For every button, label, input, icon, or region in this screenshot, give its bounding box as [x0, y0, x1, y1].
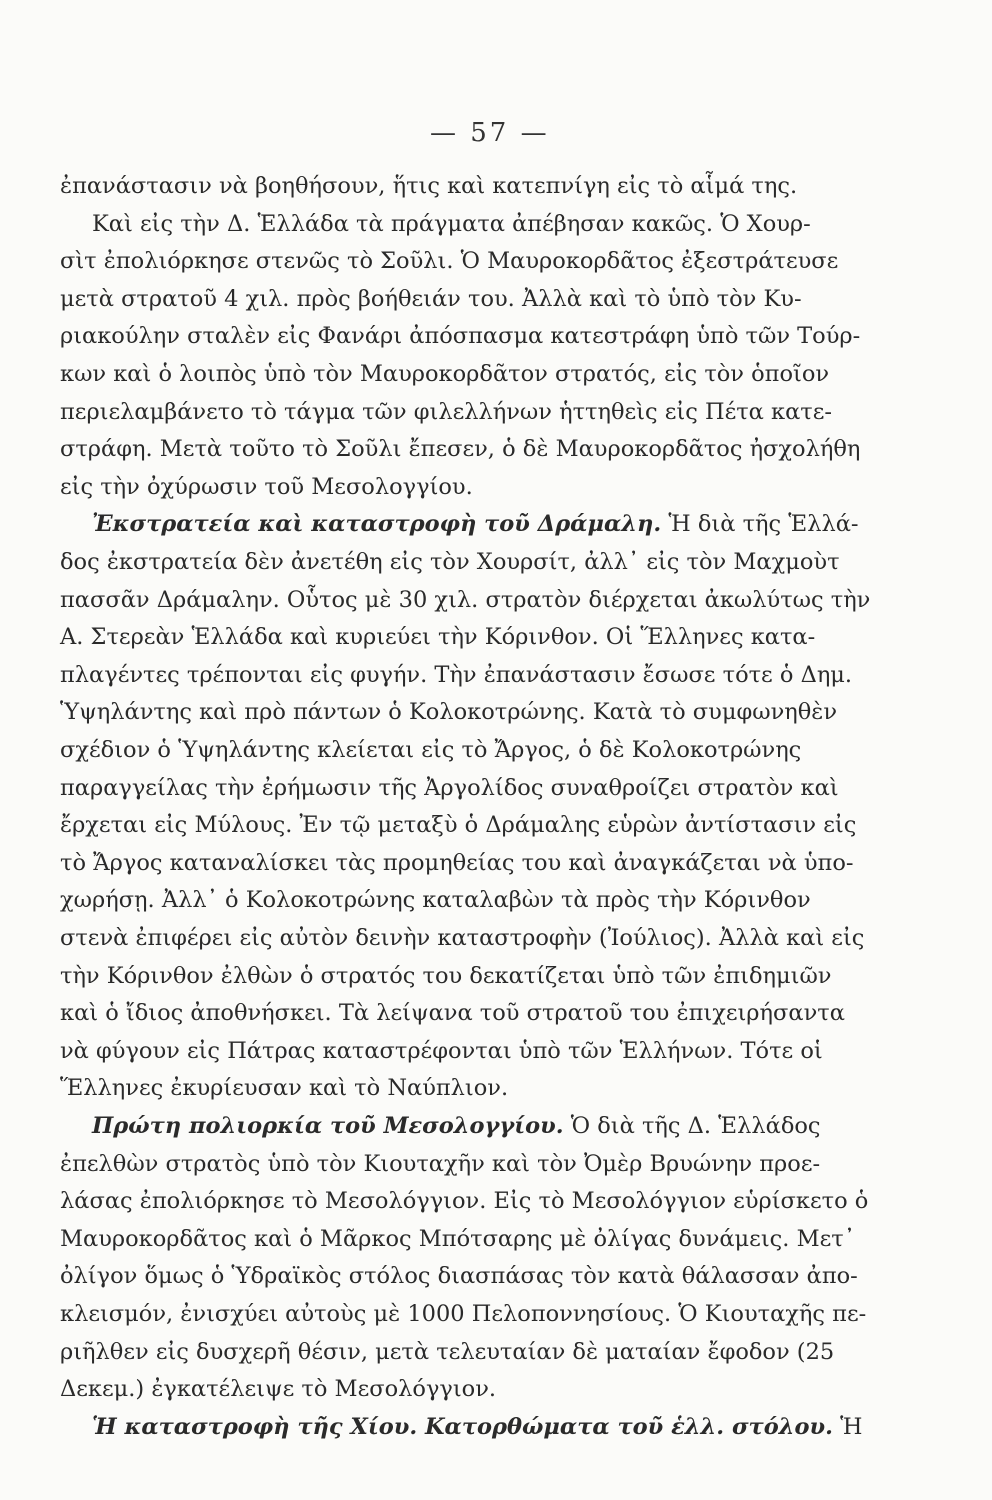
line-text: ἐπελθὼν στρατὸς ὑπὸ τὸν Κιουταχῆν καὶ τὸν Ὀμὲρ Βρυώνην προε-: [60, 1150, 821, 1177]
line-text: Ὁ διὰ τῆς Δ. Ἑλλάδος: [563, 1113, 821, 1139]
line-text: πλαγέντες τρέπονται εἰς φυγήν. Τὴν ἐπανάστασιν ἔσωσε τότε ὁ Δημ.: [60, 661, 853, 688]
text-line: [60, 922, 870, 954]
text-line: [60, 1148, 870, 1180]
text-line: [60, 809, 870, 841]
text-line: [60, 320, 870, 352]
line-text: ριῆλθεν εἰς δυσχερῆ θέσιν, μετὰ τελευταίαν δὲ ματαίαν ἔφοδον (25: [60, 1338, 835, 1365]
line-text: Ἡ διὰ τῆς Ἑλλά-: [661, 511, 859, 538]
heading-line: [92, 1110, 870, 1142]
line-text: ἐπανάστασιν νὰ βοηθήσουν, ἥτις καὶ κατεπνίγη εἰς τὸ αἷμά της.: [60, 173, 798, 199]
text-line: [60, 471, 870, 503]
line-text: καὶ ὁ ἴδιος ἀποθνήσκει. Τὰ λείψανα τοῦ στρατοῦ του ἐπιχειρήσαντα: [60, 1000, 845, 1027]
text-line: [60, 584, 870, 616]
line-text: στράφη. Μετὰ τοῦτο τὸ Σοῦλι ἔπεσεν, ὁ δὲ Μαυροκορδᾶτος ἠσχολήθη: [60, 436, 861, 463]
page-number: — 57 —: [430, 118, 550, 148]
text-line: [60, 1223, 870, 1255]
line-text: σχέδιον ὁ Ὑψηλάντης κλείεται εἰς τὸ Ἄργος, ὁ δὲ Κολοκοτρώνης: [60, 737, 802, 763]
line-text: εἰς τὴν ὀχύρωσιν τοῦ Μεσολογγίου.: [60, 473, 473, 500]
text-line: [60, 1185, 870, 1217]
line-text: δος ἐκστρατεία δὲν ἀνετέθη εἰς τὸν Χουρσίτ, ἀλλ᾽ εἰς τὸν Μαχμοὺτ: [60, 549, 840, 575]
text-line: [60, 1035, 870, 1067]
line-text: σὶτ ἐπολιόρκησε στενῶς τὸ Σοῦλι. Ὁ Μαυροκορδᾶτος ἐξεστράτευσε: [60, 248, 839, 275]
text-line: [60, 960, 870, 992]
line-text: περιελαμβάνετο τὸ τάγμα τῶν φιλελλήνων ἡττηθεὶς εἰς Πέτα κατε-: [60, 398, 832, 425]
text-line: [60, 358, 870, 390]
heading-line: [92, 1411, 870, 1443]
line-text: κων καὶ ὁ λοιπὸς ὑπὸ τὸν Μαυροκορδᾶτον στρατός, εἰς τὸν ὁποῖον: [60, 361, 830, 387]
line-text: πασσᾶν Δράμαλην. Οὗτος μὲ 30 χιλ. στρατὸν διέρχεται ἀκωλύτως τὴν: [60, 586, 871, 613]
line-text: ἔρχεται εἰς Μύλους. Ἐν τῷ μεταξὺ ὁ Δράμαλης εὑρὼν ἀντίστασιν εἰς: [60, 812, 857, 839]
line-text: παραγγείλας τὴν ἐρήμωσιν τῆς Ἀργολίδος συναθροίζει στρατὸν καὶ: [60, 774, 839, 801]
line-text: Ὑψηλάντης καὶ πρὸ πάντων ὁ Κολοκοτρώνης. Κατὰ τὸ συμφωνηθὲν: [60, 699, 838, 726]
section-heading: Πρώτη πολιορκία τοῦ Μεσολογγίου.: [92, 1113, 564, 1139]
text-line: [60, 1373, 870, 1405]
line-text: χωρήσῃ. Ἀλλ᾽ ὁ Κολοκοτρώνης καταλαβὼν τὰ πρὸς τὴν Κόρινθον: [60, 887, 811, 914]
text-line: [60, 283, 870, 315]
text-line: [60, 1336, 870, 1368]
line-text: Δεκεμ.) ἐγκατέλειψε τὸ Μεσολόγγιον.: [60, 1376, 497, 1403]
line-text: ὀλίγον ὅμως ὁ Ὑδραϊκὸς στόλος διασπάσας τὸν κατὰ θάλασσαν ἀπο-: [60, 1263, 858, 1290]
line-text: Α. Στερεὰν Ἑλλάδα καὶ κυριεύει τὴν Κόρινθον. Οἱ Ἕλληνες κατα-: [60, 624, 816, 651]
text-line: [60, 433, 870, 465]
text-line: [60, 659, 870, 691]
text-line: [60, 1072, 870, 1104]
text-line: [60, 170, 870, 202]
text-line: [60, 245, 870, 277]
text-line: [60, 884, 870, 916]
line-text: Καὶ εἰς τὴν Δ. Ἑλλάδα τὰ πράγματα ἀπέβησαν κακῶς. Ὁ Χουρ-: [92, 210, 811, 237]
line-text: νὰ φύγουν εἰς Πάτρας καταστρέφονται ὑπὸ τῶν Ἑλλήνων. Τότε οἱ: [60, 1037, 823, 1064]
line-text: μετὰ στρατοῦ 4 χιλ. πρὸς βοήθειάν του. Ἀλλὰ καὶ τὸ ὑπὸ τὸν Κυ-: [60, 285, 802, 312]
heading-line: [92, 508, 870, 540]
text-line: [60, 772, 870, 804]
line-text: τὸ Ἄργος καταναλίσκει τὰς προμηθείας του καὶ ἀναγκάζεται νὰ ὑπο-: [60, 849, 854, 876]
text-line: [60, 847, 870, 879]
section-heading: Ἡ καταστροφὴ τῆς Χίου. Κατορθώματα τοῦ ἑλλ. στόλου.: [92, 1413, 833, 1440]
line-text: ριακούλην σταλὲν εἰς Φανάρι ἀπόσπασμα κατεστράφη ὑπὸ τῶν Τούρ-: [60, 323, 861, 350]
text-line: [60, 396, 870, 428]
line-text: Ἡ: [832, 1413, 863, 1440]
text-line: [60, 696, 870, 728]
line-text: τὴν Κόρινθον ἐλθὼν ὁ στρατός του δεκατίζεται ὑπὸ τῶν ἐπιδημιῶν: [60, 962, 832, 989]
text-line: [60, 734, 870, 766]
text-line: [60, 1260, 870, 1292]
text-line: [92, 208, 870, 240]
text-line: [60, 997, 870, 1029]
text-line: [60, 621, 870, 653]
section-heading: Ἐκστρατεία καὶ καταστροφὴ τοῦ Δράμαλη.: [92, 511, 662, 538]
line-text: Ἕλληνες ἐκυρίευσαν καὶ τὸ Ναύπλιον.: [60, 1075, 509, 1102]
line-text: λάσας ἐπολιόρκησε τὸ Μεσολόγγιον. Εἰς τὸ Μεσολόγγιον εὑρίσκετο ὁ: [60, 1188, 869, 1215]
line-text: Μαυροκορδᾶτος καὶ ὁ Μᾶρκος Μπότσαρης μὲ ὀλίγας δυνάμεις. Μετ᾽: [60, 1225, 855, 1252]
line-text: στενὰ ἐπιφέρει εἰς αὐτὸν δεινὴν καταστροφὴν (Ἰούλιος). Ἀλλὰ καὶ εἰς: [60, 925, 865, 951]
line-text: κλεισμόν, ἐνισχύει αὐτοὺς μὲ 1000 Πελοποννησίους. Ὁ Κιουταχῆς πε-: [60, 1301, 867, 1327]
text-line: [60, 1298, 870, 1330]
text-line: [60, 546, 870, 578]
